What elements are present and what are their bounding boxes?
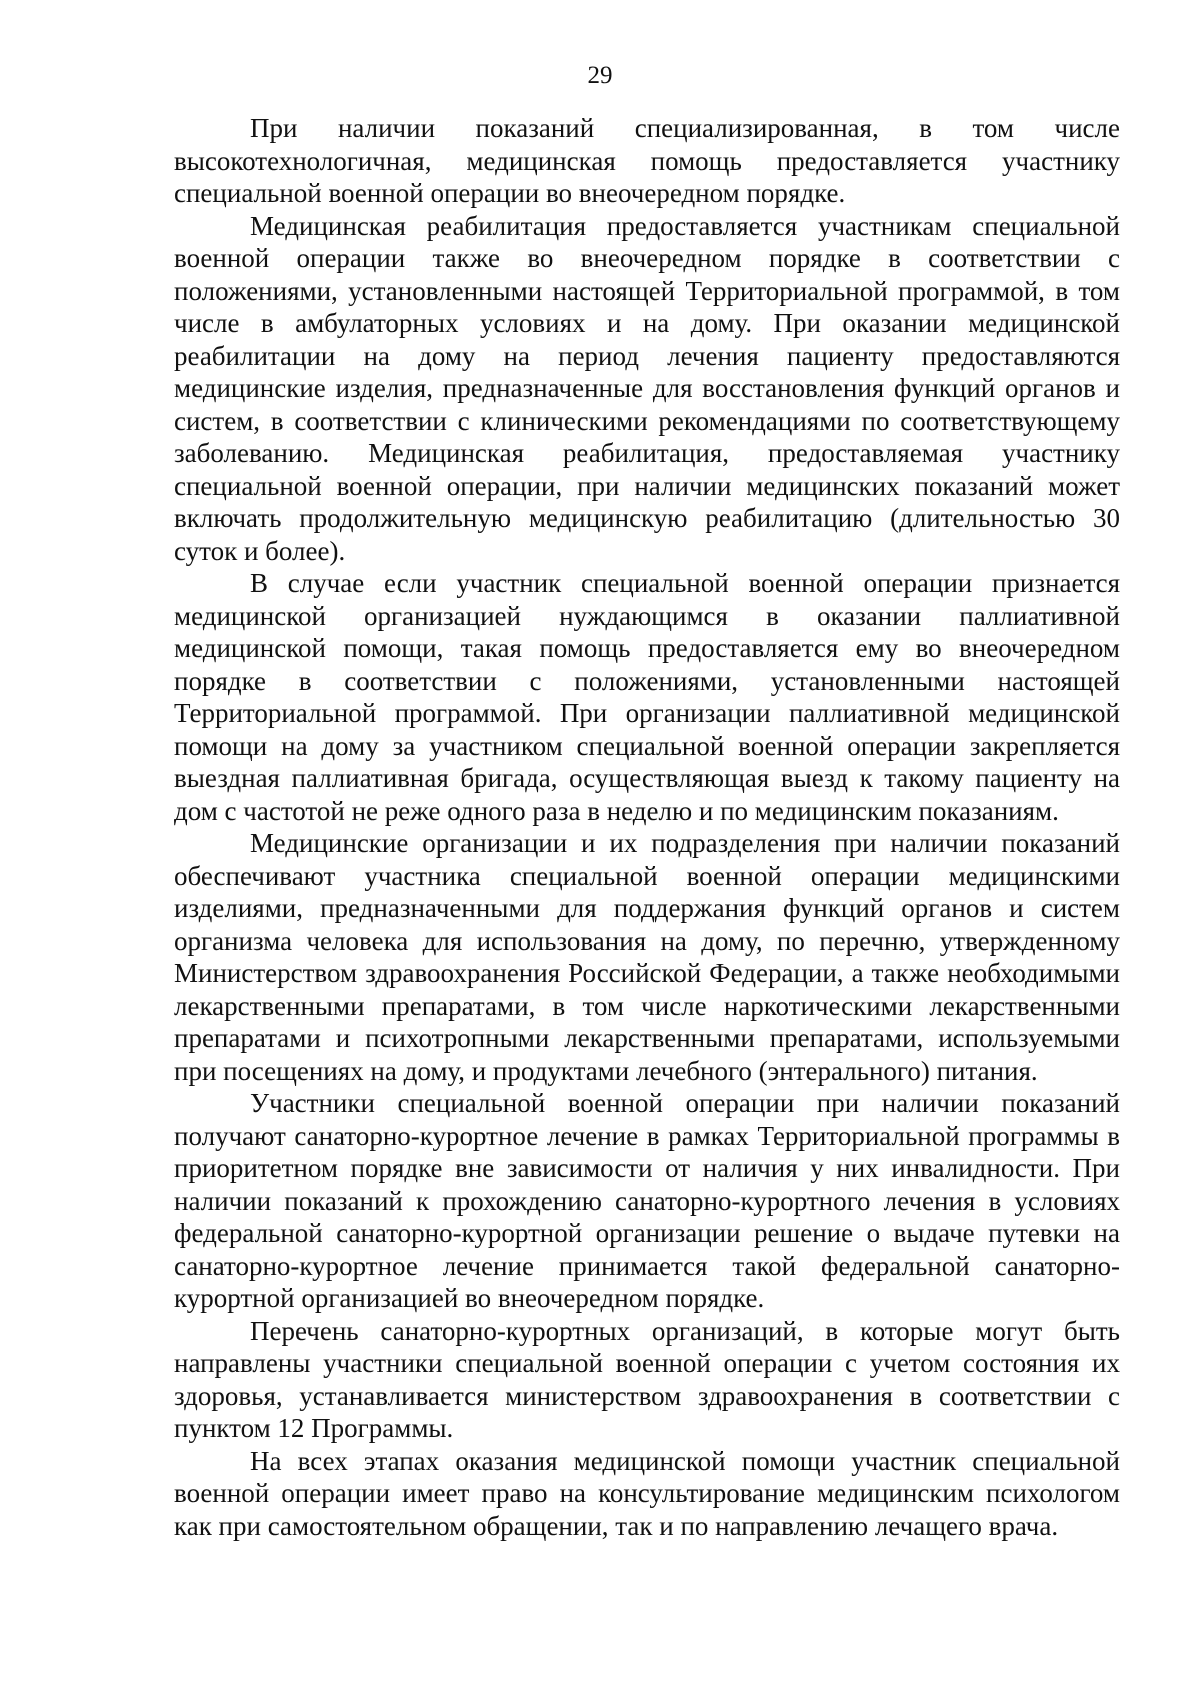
paragraph-medical-devices: Медицинские организации и их подразделения при наличии показаний обеспечивают участника специальной военной операции медицинскими изделиями, предназначенными для поддержания функций органов и систем организма человека для использования на дому, по перечню, утвержденному Министерством здравоохранения Российской Федерации, а также необходимыми лекарственными препаратами, в том числе наркотическими лекарственными препаратами и психотропными лекарственными препаратами, используемыми при посещениях на дому, и продуктами лечебного (энтерального) питания.	[174, 828, 1120, 1086]
paragraph-medical-rehabilitation: Медицинская реабилитация предоставляется участникам специальной военной операции также во внеочередном порядке в соответствии с положениями, установленными настоящей Территориальной программой, в том числе в амбулаторных условиях и на дому. При оказании медицинской реабилитации на дому на период лечения пациенту предоставляются медицинские изделия, предназначенные для восстановления функций органов и систем, в соответствии с клиническими рекомендациями по соответствующему заболеванию. Медицинская реабилитация, предоставляемая участнику специальной военной операции, при наличии медицинских показаний может включать продолжительную медицинскую реабилитацию (длительностью 30 суток и более).	[174, 210, 1120, 566]
paragraph-sanatorium-treatment: Участники специальной военной операции при наличии показаний получают санаторно-курортное лечение в рамках Территориальной программы в приоритетном порядке вне зависимости от наличия у них инвалидности. При наличии показаний к прохождению санаторно-курортного лечения в условиях федеральной санаторно-курортной организации решение о выдаче путевки на санаторно-курортное лечение принимается такой федеральной санаторно-курортной организацией во внеочередном порядке.	[174, 1088, 1120, 1313]
document-body	[174, 112, 1120, 1542]
paragraph-palliative-care: В случае если участник специальной военной операции признается медицинской организацией нуждающимся в оказании паллиативной медицинской помощи, такая помощь предоставляется ему во внеочередном порядке в соответствии с положениями, установленными настоящей Территориальной программой. При организации паллиативной медицинской помощи на дому за участником специальной военной операции закрепляется выездная паллиативная бригада, осуществляющая выезд к такому пациенту на дом с частотой не реже одного раза в неделю и по медицинским показаниям.	[174, 568, 1120, 826]
paragraph-sanatorium-list: Перечень санаторно-курортных организаций, в которые могут быть направлены участники специальной военной операции с учетом состояния их здоровья, устанавливается министерством здравоохранения в соответствии с пунктом 12 Программы.	[174, 1315, 1120, 1443]
paragraph-psychologist-consultation: На всех этапах оказания медицинской помощи участник специальной военной операции имеет право на консультирование медицинским психологом как при самостоятельном обращении, так и по направлению лечащего врача.	[174, 1445, 1120, 1541]
page-number: 29	[587, 62, 613, 89]
paragraph-specialized-care: При наличии показаний специализированная, в том числе высокотехнологичная, медицинская помощь предоставляется участнику специальной военной операции во внеочередном порядке.	[174, 113, 1120, 208]
